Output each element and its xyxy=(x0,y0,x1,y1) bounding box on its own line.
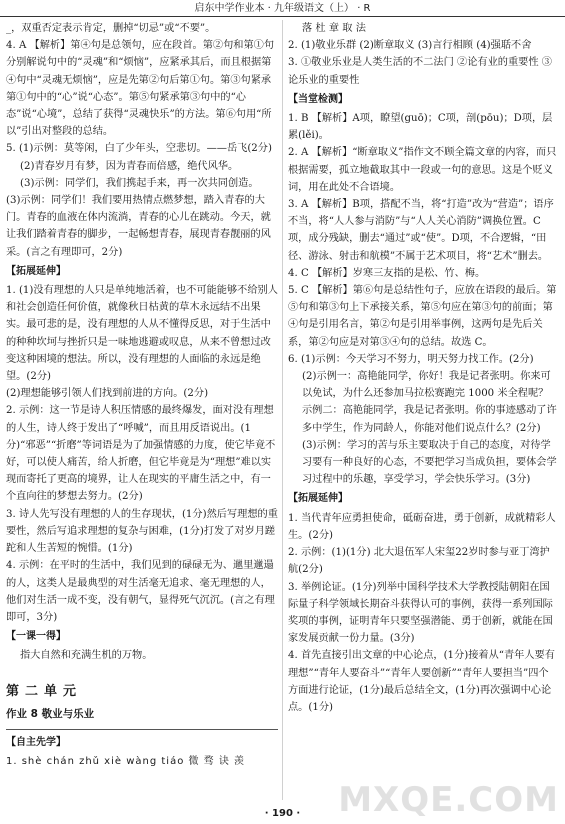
answer-paragraph: 1. (1)没有理想的人只是单纯地活着，也不可能能够不给别人和社会创造任何价值，就像秋日枯黄的草木永远结不出果实。最可悲的是，没有理想的人从不懂得反思，对于生活中的种种坎坷与挫折只是一味地逃避或叹息，从来不曾想过改变这种困境的想法。所以，没有理想的人面临的永远是绝望。(2分) xyxy=(6,285,278,383)
watermark: MXQE.COM xyxy=(338,780,559,820)
answer-paragraph: 2. (1)敬业乐群 (2)断章取义 (3)言行相顾 (4)强聒不舍 xyxy=(288,40,532,52)
assignment-heading xyxy=(6,706,278,723)
answer-paragraph: 3. 诗人先写没有理想的人的生存现状，(1分)然后写理想的重要性，然后写追求理想的复杂与困难，(1分)打发了对岁月蹉跎和人生苦短的惋惜。(1分) xyxy=(6,508,278,555)
answer-paragraph: 3. 举例论证。(1分)列举中国科学技术大学教授陆朝阳在国际量子科学领域长期奋斗获得认可的事例，获得一系列国际奖项的事例，证明青年只要坚强潜能、勇于创新，就能在国家发展贡献一份力量。(3分) xyxy=(288,581,553,645)
section-heading: 【拓展延伸】 xyxy=(288,493,348,505)
answer-paragraph: 4. 示例：在平时的生活中，我们见到的碌碌无为、邋里邋遢的人，这类人是最典型的对生活毫无追求、毫无理想的人，他们对生活一成不变，没有朝气，显得死气沉沉。(言之有理即可，3分) xyxy=(6,560,275,623)
column-divider xyxy=(282,20,283,800)
page-number: · 190 · xyxy=(264,808,301,819)
pinyin-line: 1. shè chán zhǔ xiè wàng tiáo 微 骛 诀 羡 xyxy=(6,756,246,768)
answer-paragraph: 5. (1)示例：莫等闲，白了少年头，空悲切。——岳飞(2分) xyxy=(6,143,272,155)
answer-paragraph: 4. A 【解析】第④句是总领句，应在段首。第②句和第①句分别解说句中的“灵魂”和“烦恼”，应紧承其后，而且根据第④句中“灵魂无烦恼”，应是先第②句后第①句。第③句紧承第①句中的“心”说“心态”。第⑤句紧承第③句中的“心态”说“心境”，总结了获得“灵魂快乐”的方法。第⑥句用“所以”引出对整段的总结。 xyxy=(6,40,275,138)
assignment-title: 敬业与乐业 xyxy=(41,707,95,720)
answer-paragraph: 1. 当代青年应勇担使命，砥砺奋进，勇于创新，成就精彩人生。(2分) xyxy=(288,512,556,541)
answer-paragraph: 6. (1)示例：今天学习不努力，明天努力找工作。(2分) xyxy=(288,353,534,365)
answer-paragraph: 落 杜 章 取 法 xyxy=(302,23,366,34)
section-heading: 【自主先学】 xyxy=(6,736,66,748)
answer-paragraph: _，双重否定表示肯定，删掉“切忌”或“不要”。 xyxy=(6,23,216,34)
answer-paragraph: 4. 首先直接引出文章的中心论点，(1分)接着从“青年人要有理想”“青年人要奋斗”“青年人要创新”“青年人要担当”四个方面进行论证，(1分)最后总结全文，(1分)再次强调中心论点。(1分) xyxy=(288,650,555,713)
answer-paragraph: (2)青春岁月有梦，因为青春而倍感，绝代风华。 xyxy=(20,160,239,172)
answer-paragraph: (3)示例：同学们！我们要用热情点燃梦想，踏入青春的大门。青春的血液在体内流淌，青春的心儿在跳动。今天，就让我们踏着青春的脚步，一起畅想青春，展现青春靓丽的风采。(言之有理即可，2分) xyxy=(6,195,271,258)
section-heading: 【当堂检测】 xyxy=(288,93,348,105)
answer-paragraph: 4. C 【解析】岁寒三友指的是松、竹、梅。 xyxy=(288,267,486,279)
unit-title: 第二单元 xyxy=(6,683,83,699)
left-column xyxy=(6,20,278,770)
right-column xyxy=(288,20,558,716)
answer-paragraph: (2)理想能够引领人们找到前进的方向。(2分) xyxy=(6,388,209,400)
section-heading: 【拓展延伸】 xyxy=(6,265,66,277)
answer-paragraph: 2. 示例：这一节是诗人积压情感的最终爆发，面对没有理想的人生，诗人终于发出了“呼喊”，而且用反语说出。(1分)“邪恶”“折磨”等词语是为了加强情感的力度，使它毕竟不好，可以使人痛苦，给人折磨，但它毕竟是为“理想”难以实现而寄托了更高的境界，让人在现实的平庸生活之中，有一个直向往的梦想去努力。(2分) xyxy=(6,405,276,503)
answer-paragraph: 指大自然和充满生机的万物。 xyxy=(20,650,153,662)
answer-paragraph: (2)示例一：高艳能同学，你好！我是记者张明。你来可以免试，为什么还参加马拉松赛跑完 1000 米全程呢？ xyxy=(302,371,551,400)
answer-paragraph: 示例二：高艳能同学，我是记者张明。你的事迹感动了许多中学生，作为同龄人，你能对他们说点什么？(2分) xyxy=(302,405,557,434)
section-heading: 【一课一得】 xyxy=(6,631,66,643)
rule-line xyxy=(6,729,278,730)
answer-paragraph: (3)示例：学习的苦与乐主要取决于自己的态度，对待学习要有一种良好的心态，不要把学习当成负担，要体会学习过程中的乐趣，享受学习，学会快乐学习。(3分) xyxy=(302,439,557,486)
answer-paragraph: 2. 示例：(1)(1分) 北大退伍军人宋玺22岁时参与亚丁湾护航(2分) xyxy=(288,547,550,576)
answer-paragraph: 2. A 【解析】“断章取义”指作文不顾全篇文章的内容，而只根据需要，孤立地截取其中一段或一句的意思。这是个贬义词，用在此处不合语境。 xyxy=(288,147,557,193)
assignment-number: 作业 8 xyxy=(6,707,38,720)
answer-paragraph: 1. B 【解析】A项，瞭望(guō)；C项，剖(pōu)；D项，层累(lěi)。 xyxy=(288,113,553,142)
page-header: 启东中学作业本 · 九年级语文（上） · R xyxy=(0,2,565,17)
answer-paragraph: (3)示例：同学们，我们携起手来，再一次共同创造。 xyxy=(20,177,259,189)
answer-paragraph: 3. ①敬业乐业是人类生活的不二法门 ②论有业的重要性 ③论乐业的重要性 xyxy=(288,57,552,86)
answer-paragraph: 5. C 【解析】第⑥句是总结性句子，应放在语段的最后。第⑤句和第③句上下承接关系，第⑤句应在第③句的前面；第④句是引用名言，第②句是引用举事例，这两句是先后关系，第②句应是对第③④句的总结。故选 C。 xyxy=(288,285,557,348)
answer-paragraph: 3. A 【解析】B项，搭配不当，将“打造”改为“营造”；语序不当，将“人人参与消防”与“人人关心消防”调换位置。C项，成分残缺，删去“通过”或“使”。D项，不合逻辑，“田径、游泳、射击和航模”不属于艺术项目，将“艺术”删去。 xyxy=(288,199,554,262)
